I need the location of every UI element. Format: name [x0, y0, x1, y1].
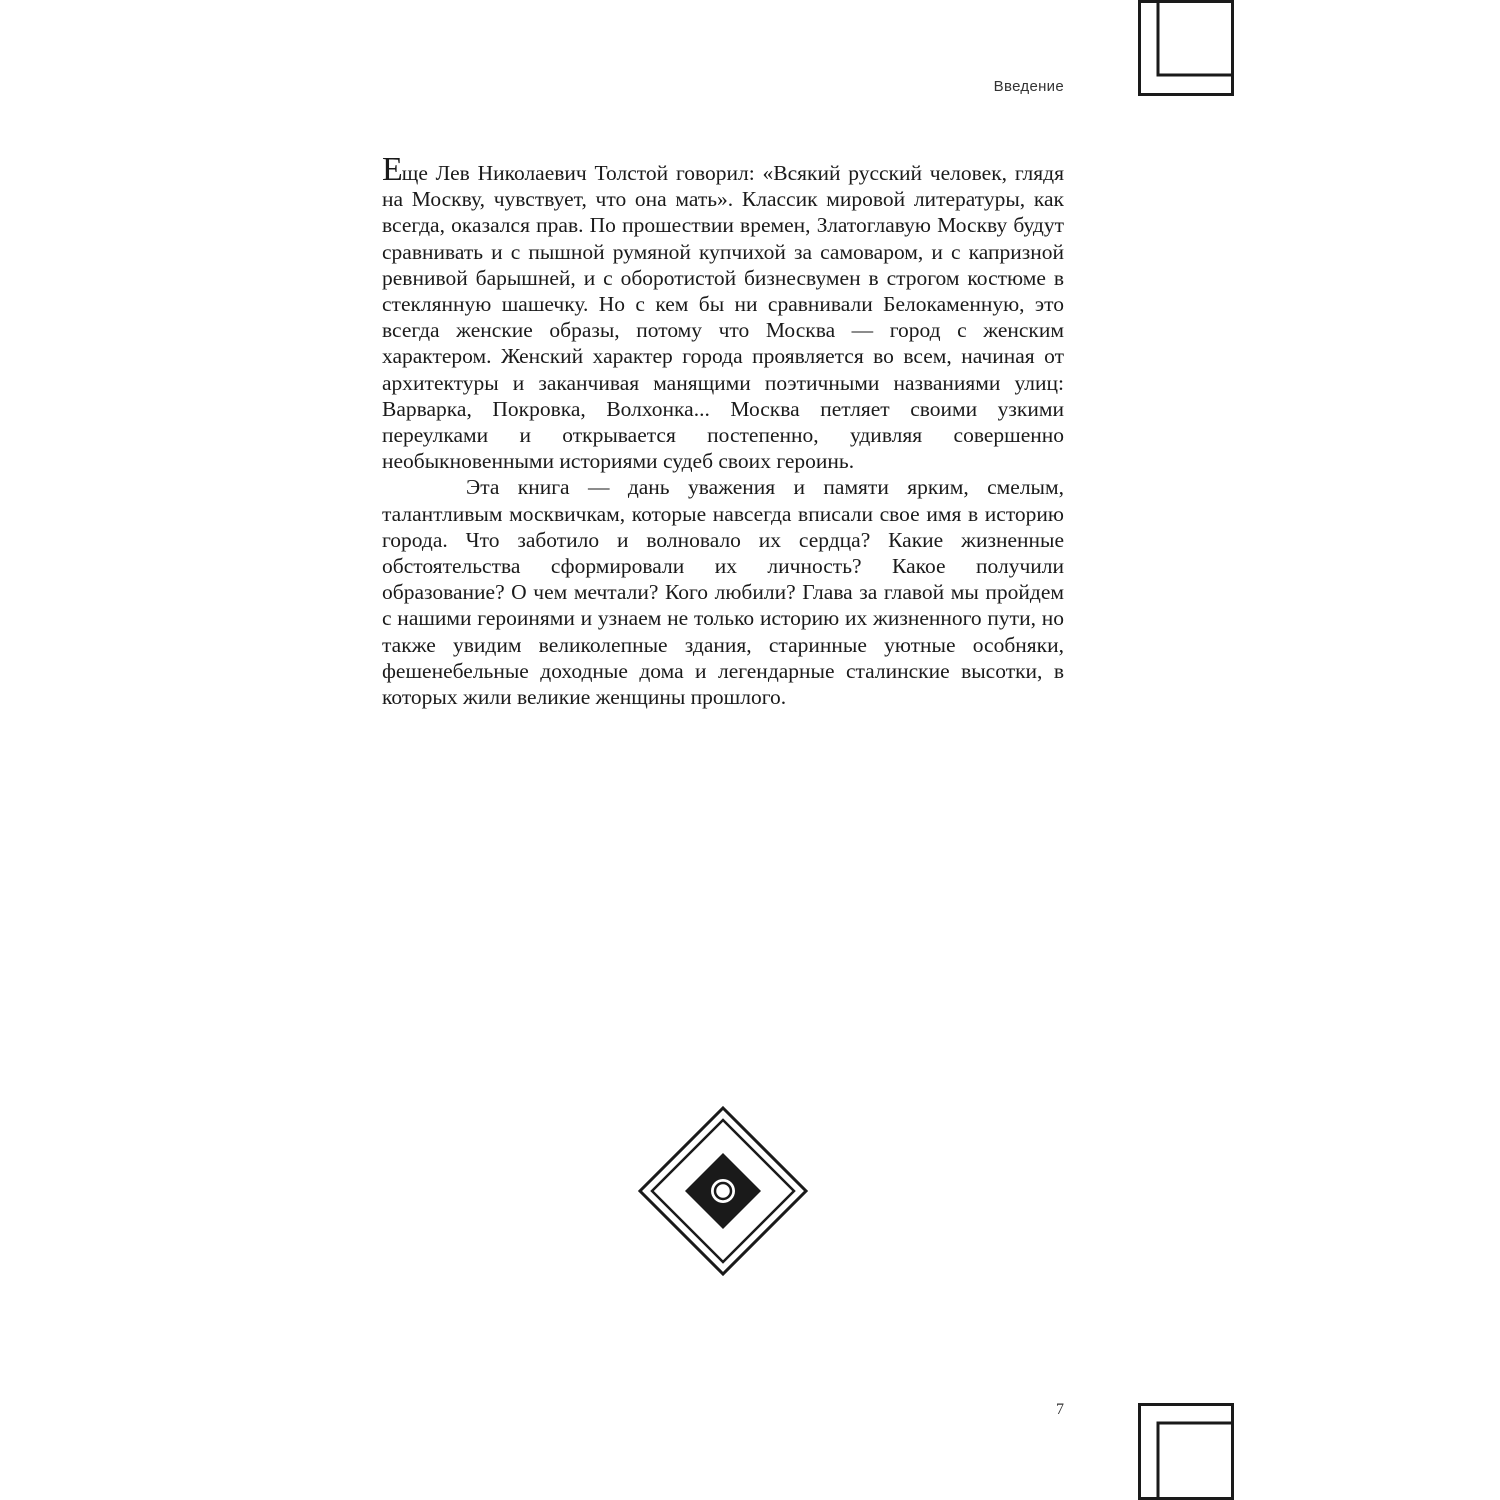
body-text — [382, 151, 1064, 710]
page-number: 7 — [1056, 1401, 1064, 1418]
paragraph-1-text: ще Лев Николаевич Толстой говорил: «Всякий русский человек, глядя на Москву, чувствует, что она мать». Классик мировой литературы, как всегда, оказался прав. По прошествии времен, Златоглавую Москву будут сравнивать и с пышной румяной купчихой за самоваром, и с капризной ревнивой барышней, и с оборотистой бизнесвумен в строгом костюме в стеклянную шашечку. Но с кем бы ни сравнивали Белокаменную, это всегда женские образы, потому что Москва — город с женским характером. Женский характер города проявляется во всем, начиная от архитектуры и заканчивая манящими поэтичными названиями улиц: Варварка, Покровка, Волхонка... Москва петляет своими узкими переулками и открывается постепенно, удивляя совершенно необыкновенными историями судеб своих героинь. — [382, 161, 1064, 474]
corner-frame-top-icon — [1138, 0, 1234, 96]
paragraph-2: Эта книга — дань уважения и памяти ярким, смелым, талантливым москвичкам, которые навсегда вписали свое имя в историю города. Что заботило и волновало их сердца? Какие жизненные обстоятельства сформировали их личность? Какое получили образование? О чем мечтали? Кого любили? Глава за главой мы пройдем с нашими героинями и узнаем не только историю их жизненного пути, но также увидим великолепные здания, старинные уютные особняки, фешенебельные доходные дома и легендарные сталинские высотки, в которых жили великие женщины прошлого. — [382, 475, 1064, 710]
diamond-ornament-icon — [638, 1106, 808, 1276]
running-head: Введение — [993, 78, 1064, 95]
drop-cap: Е — [382, 151, 402, 188]
corner-frame-bottom-icon — [1138, 1403, 1234, 1500]
paragraph-1 — [382, 151, 1064, 474]
